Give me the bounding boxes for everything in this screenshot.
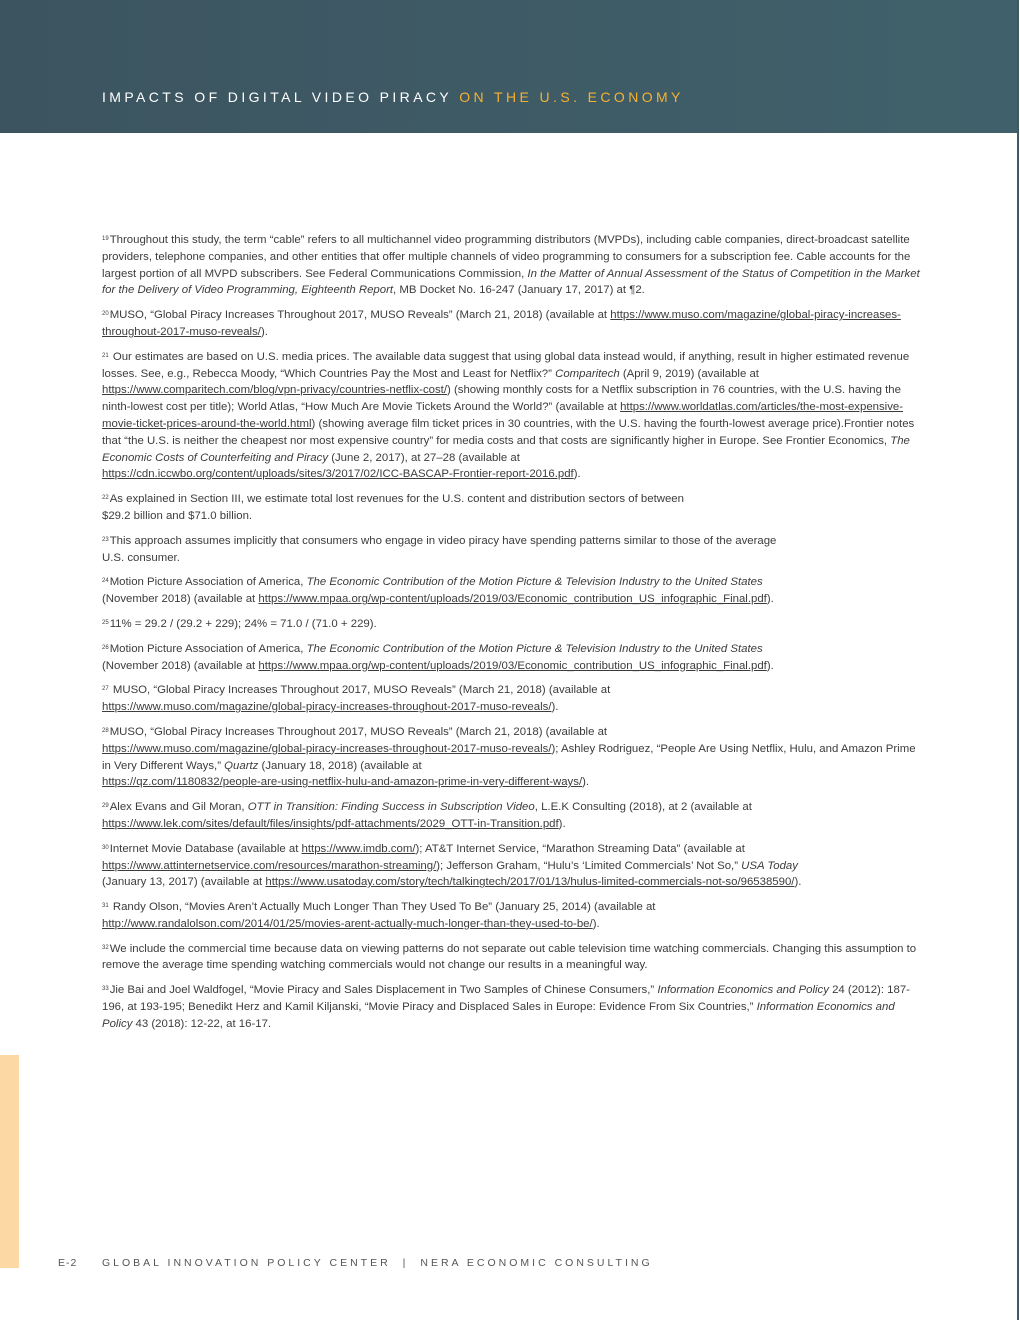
footnote-title: In the Matter of Annual Assessment of the Status of Competition in the Market for the Delivery of Video Programming, Eighteenth Report [102, 267, 920, 297]
footnote-text: MUSO, “Global Piracy Increases Throughout 2017, MUSO Reveals” (March 21, 2018) (available at [109, 309, 611, 322]
footnote-link[interactable]: https://www.mpaa.org/wp-content/uploads/2019/03/Economic_contribution_US_infographic_Final.pdf [258, 659, 767, 672]
footnote-number: 32 [102, 944, 109, 951]
footnote-number: 27 [102, 686, 109, 693]
footnote-number: 23 [102, 536, 109, 543]
footnote-text: (June 2, 2017), at 27–28 (available at [328, 451, 520, 464]
footnote-title: The Economic Contribution of the Motion Picture & Television Industry to the United States [306, 642, 763, 655]
footnote-27 [102, 681, 920, 716]
page-number: E-2 [58, 1257, 78, 1269]
footnote-number: 31 [102, 903, 109, 910]
footnote-link[interactable]: https://www.mpaa.org/wp-content/uploads/2019/03/Economic_contribution_US_infographic_Final.pdf [258, 593, 767, 606]
footnote-text: (January 18, 2018) (available at [258, 759, 422, 772]
header-band [0, 0, 1018, 133]
footnote-number: 25 [102, 619, 109, 626]
footnote-text: Jie Bai and Joel Waldfogel, “Movie Piracy and Sales Displacement in Two Samples of Chinese Consumers,” [109, 984, 658, 997]
footnote-text: , MB Docket No. 16-247 (January 17, 2017) at ¶2. [393, 284, 645, 297]
footnote-number: 28 [102, 727, 109, 734]
footnote-25 [102, 615, 920, 633]
footnote-23 [102, 532, 920, 567]
footnote-text: We include the commercial time because data on viewing patterns do not separate out cable television time watching commercials. Changing this assumption to remove the average time spending watching commercials would not change our results in a meaningful way. [102, 942, 917, 972]
footnote-link[interactable]: https://www.lek.com/sites/default/files/insights/pdf-attachments/2029_OTT-in-Transition.pdf [102, 817, 559, 830]
footnote-link[interactable]: https://www.usatoday.com/story/tech/talkingtech/2017/01/13/hulus-limited-commercials-not-so/96538590/ [265, 876, 795, 889]
footnote-number: 20 [102, 311, 109, 318]
footnote-text: ). [592, 917, 600, 930]
side-accent-tab [0, 1055, 19, 1268]
footer-organizations [102, 1257, 653, 1269]
footnote-text: Motion Picture Association of America, [109, 642, 307, 655]
footnote-title: Quartz [224, 759, 259, 772]
footnote-text: ). [766, 659, 774, 672]
footnote-number: 22 [102, 495, 109, 502]
footnote-title: OTT in Transition: Finding Success in Subscription Video [247, 801, 535, 814]
footnote-link[interactable]: https://qz.com/1180832/people-are-using-netflix-hulu-and-amazon-prime-in-very-different-ways/ [102, 776, 583, 789]
footnote-19 [102, 231, 920, 299]
footnote-24 [102, 573, 920, 608]
footnote-text: ). [766, 593, 774, 606]
footnote-31 [102, 898, 920, 933]
footnote-text: (April 9, 2019) (available at [619, 367, 759, 380]
footnote-link[interactable]: https://www.muso.com/magazine/global-piracy-increases-throughout-2017-muso-reveals/ [102, 701, 552, 714]
footnote-text: As explained in Section III, we estimate total lost revenues for the U.S. content and distribution sectors of between [109, 493, 684, 506]
footnote-text: $29.2 billion and $71.0 billion. [102, 509, 253, 522]
footnote-text: 43 (2018): 12-22, at 16-17. [132, 1017, 272, 1030]
footnote-link[interactable]: https://www.muso.com/magazine/global-piracy-increases-throughout-2017-muso-reveals/ [102, 742, 552, 755]
footnote-32 [102, 940, 920, 975]
footnote-link[interactable]: http://www.randalolson.com/2014/01/25/movies-arent-actually-much-longer-than-they-used-to-be/ [102, 917, 593, 930]
footnote-text: (November 2018) (available at [102, 659, 259, 672]
footnote-number: 26 [102, 644, 109, 651]
footnote-text: Internet Movie Database (available at [109, 842, 302, 855]
footnote-text: (November 2018) (available at [102, 593, 259, 606]
footnote-text: 11% = 29.2 / (29.2 + 229); 24% = 71.0 / (71.0 + 229). [109, 617, 377, 630]
footnote-text: ); Jefferson Graham, “Hulu’s ‘Limited Commercials’ Not So,” [436, 859, 742, 872]
header-title-main: IMPACTS OF DIGITAL VIDEO PIRACY [102, 89, 452, 105]
footnote-text: Alex Evans and Gil Moran, [109, 801, 248, 814]
footnote-text: , L.E.K Consulting (2018), at 2 (available at [534, 801, 752, 814]
footnote-link[interactable]: https://www.attinternetservice.com/resources/marathon-streaming/ [102, 859, 437, 872]
footnote-text: ); AT&T Internet Service, “Marathon Streaming Data” (available at [415, 842, 745, 855]
footnote-29 [102, 798, 920, 833]
right-edge-rule [1017, 0, 1019, 1320]
footnote-text: 24 (2012): 187-196, at 193-195; Benedikt Herz and Kamil Kiljanski, “Movie Piracy and Displaced Sales in Europe: Evidence From Six Countries,” [102, 984, 910, 1014]
footnote-title: USA Today [741, 859, 798, 872]
footnote-text: ) (showing average film ticket prices in 30 countries, with the U.S. having the fourth-lowest average price).Frontier notes that “the U.S. is neither the cheapest nor most expensive country” for media costs and that costs are significantly higher in Europe. See Frontier Economics, [102, 417, 915, 447]
header-title-accent: ON THE U.S. ECONOMY [459, 89, 684, 105]
footnote-title: The Economic Contribution of the Motion Picture & Television Industry to the United States [306, 576, 763, 589]
page-header-title [102, 89, 684, 105]
footnote-number: 33 [102, 986, 109, 993]
footnote-text: ). [573, 468, 581, 481]
footer-org-right: NERA ECONOMIC CONSULTING [420, 1257, 653, 1269]
footnote-link[interactable]: https://www.muso.com/magazine/global-piracy-increases-throughout-2017-muso-reveals/ [102, 309, 901, 338]
footnote-title: Information Economics and Policy [657, 984, 829, 997]
footnote-21 [102, 348, 920, 483]
footnote-title: Information Economics and Policy [102, 1001, 895, 1030]
footnote-text: ); Ashley Rodriguez, “People Are Using Netflix, Hulu, and Amazon Prime in Very Different Ways,” [102, 742, 916, 772]
footnote-link[interactable]: https://cdn.iccwbo.org/content/uploads/sites/3/2017/02/ICC-BASCAP-Frontier-report-2016.pdf [102, 468, 574, 481]
footnote-text: ). [794, 876, 802, 889]
footnote-number: 19 [102, 236, 109, 242]
footnote-text: Our estimates are based on U.S. media prices. The available data suggest that using global data instead would, if anything, result in higher estimated revenue losses. See, e.g., Rebecca Moody, “Which Countries Pay the Most and Least for Netflix?” [102, 350, 910, 380]
footnote-number: 30 [102, 844, 109, 851]
footnotes-list [102, 231, 920, 1040]
footnote-text: MUSO, “Global Piracy Increases Throughout 2017, MUSO Reveals” (March 21, 2018) (available at [109, 684, 611, 697]
footnote-number: 24 [102, 578, 109, 585]
footnote-text: Motion Picture Association of America, [109, 576, 307, 589]
footnote-text: ). [558, 817, 566, 830]
footnote-22 [102, 490, 920, 525]
footnote-title: Comparitech [555, 367, 620, 380]
footnote-text: Randy Olson, “Movies Aren’t Actually Much Longer Than They Used To Be” (January 25, 2014) (available at [109, 901, 656, 914]
footnote-30 [102, 840, 920, 891]
footnote-text: ). [582, 776, 590, 789]
footnote-text: (January 13, 2017) (available at [102, 876, 266, 889]
footnote-text: Throughout this study, the term “cable” refers to all multichannel video programming distributors (MVPDs), including cable companies, direct-broadcast satellite providers, telephone companies, and other entities that offer multiple channels of video programming to consumers for a subscription fee. Cable accounts for the largest portion of all MVPD subscribers. See Federal Communications Commission, [102, 234, 911, 280]
footer-org-left: GLOBAL INNOVATION POLICY CENTER [102, 1257, 391, 1269]
footer-separator: | [402, 1257, 409, 1269]
footnote-26 [102, 640, 920, 675]
footnote-number: 21 [102, 352, 109, 359]
footnote-text: U.S. consumer. [102, 551, 180, 564]
footnote-link[interactable]: https://www.comparitech.com/blog/vpn-privacy/countries-netflix-cost/ [102, 384, 448, 397]
footnote-text: ). [260, 325, 268, 338]
footnote-text: MUSO, “Global Piracy Increases Throughout 2017, MUSO Reveals” (March 21, 2018) (available at [109, 725, 608, 738]
footnote-text: ). [551, 701, 559, 714]
footnote-33 [102, 981, 920, 1032]
footnote-link[interactable]: https://www.imdb.com/ [301, 842, 416, 855]
footnote-number: 29 [102, 803, 109, 810]
footnote-text: ) (showing monthly costs for a Netflix subscription in 76 countries, with the U.S. having the ninth-lowest cost per title); World Atlas, “How Much Are Movie Tickets Around the World?” (available at [102, 384, 901, 414]
footnote-20 [102, 306, 920, 341]
footnote-28 [102, 723, 920, 791]
footnote-title: The Economic Costs of Counterfeiting and Piracy [102, 434, 910, 464]
footnote-text: This approach assumes implicitly that consumers who engage in video piracy have spending patterns similar to those of the average [109, 534, 777, 547]
footnote-link[interactable]: https://www.worldatlas.com/articles/the-most-expensive-movie-ticket-prices-around-the-world.html [102, 401, 904, 430]
